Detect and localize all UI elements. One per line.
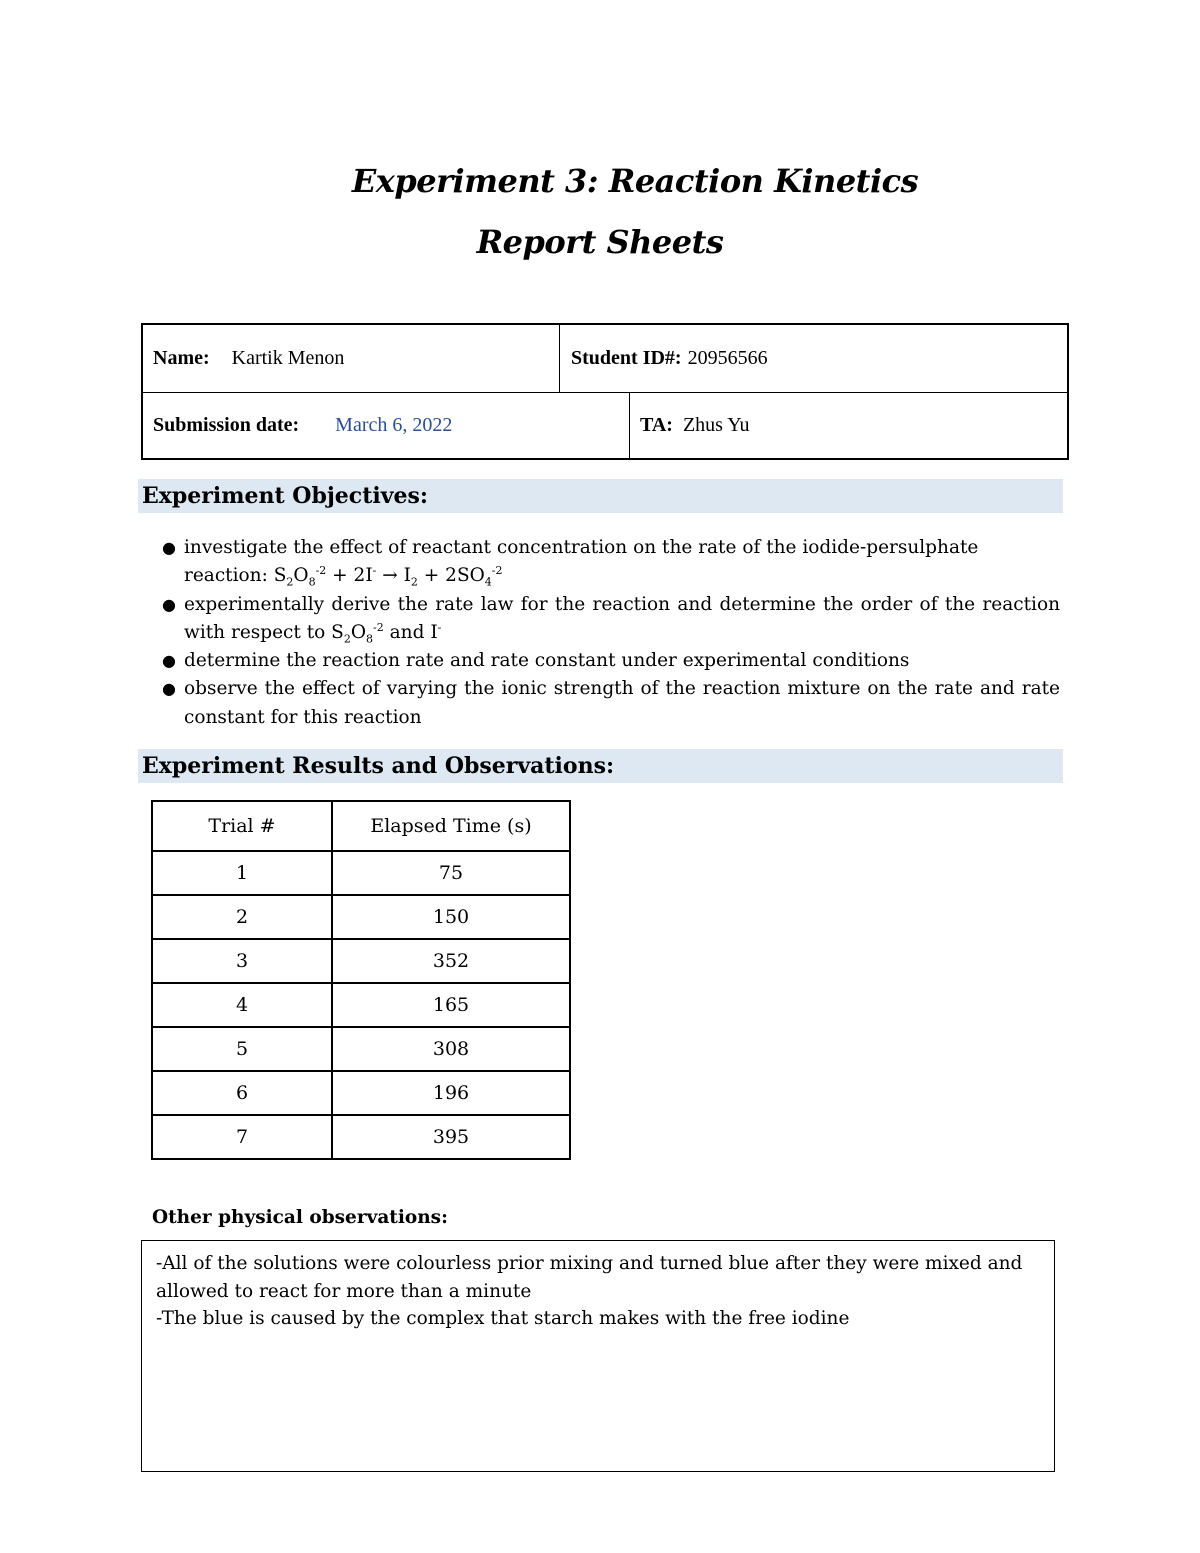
trial-cell: 2 <box>152 895 332 939</box>
other-observations-label: Other physical observations: <box>152 1207 448 1228</box>
objective-text-1: investigate the effect of reactant concentration on the rate of the iodide-persulphate <box>184 537 979 558</box>
elapsed-time-header: Elapsed Time (s) <box>332 801 570 851</box>
objective-text-4: observe the effect of varying the ionic strength of the reaction mixture on the rate and rate constant for this reaction <box>184 678 1060 728</box>
objective-item <box>160 647 1060 675</box>
student-info-table <box>141 323 1069 460</box>
submission-cell <box>143 392 630 459</box>
trial-table <box>151 800 571 1160</box>
objective-text-2: experimentally derive the rate law for the reaction and determine the order of the reaction with respect to $S_2O_8^{-2}$ and I- <box>184 593 1060 646</box>
objectives-list <box>160 534 1060 732</box>
bullet-icon: ● <box>162 679 176 699</box>
trial-cell: 3 <box>152 939 332 983</box>
ta-label: TA: <box>640 414 673 436</box>
name-value: Kartik Menon <box>231 347 345 369</box>
trial-cell: 5 <box>152 1027 332 1071</box>
submission-value: March 6, 2022 <box>335 414 453 436</box>
table-row <box>152 1115 570 1159</box>
bullet-icon: ● <box>162 651 176 671</box>
time-cell: 308 <box>332 1027 570 1071</box>
submission-label: Submission date: <box>153 414 300 436</box>
objective-item <box>160 591 1060 648</box>
table-header-row <box>152 801 570 851</box>
observation-line: -All of the solutions were colourless prior mixing and turned blue after they were mixed and allowed to react for more than a minute <box>156 1253 1023 1302</box>
time-cell: 395 <box>332 1115 570 1159</box>
table-row <box>152 895 570 939</box>
objective-text-3: determine the reaction rate and rate constant under experimental conditions <box>184 650 910 672</box>
objective-equation: reaction: $S_2O_8^{-2} + 2I^- \to I_2 + 2SO_4^{-2}$ <box>184 564 503 589</box>
trial-cell: 4 <box>152 983 332 1027</box>
ta-cell <box>630 392 1066 459</box>
table-row <box>152 939 570 983</box>
table-row <box>152 983 570 1027</box>
time-cell: 196 <box>332 1071 570 1115</box>
info-row-1 <box>143 325 1067 393</box>
student-id-value: 20956566 <box>687 347 768 369</box>
table-row <box>152 851 570 895</box>
trial-cell: 7 <box>152 1115 332 1159</box>
objective-item <box>160 675 1060 732</box>
bullet-icon: ● <box>162 538 176 557</box>
name-cell <box>143 325 560 392</box>
trial-header: Trial # <box>152 801 332 851</box>
objectives-heading: Experiment Objectives: <box>138 479 1063 513</box>
bullet-icon: ● <box>162 594 176 614</box>
time-cell: 165 <box>332 983 570 1027</box>
observation-line: -The blue is caused by the complex that starch makes with the free iodine <box>156 1308 850 1329</box>
objective-item <box>160 534 1060 591</box>
student-id-cell <box>560 325 1066 392</box>
table-row <box>152 1071 570 1115</box>
info-row-2 <box>143 392 1067 459</box>
trial-cell: 1 <box>152 851 332 895</box>
time-cell: 75 <box>332 851 570 895</box>
observations-box[interactable] <box>141 1240 1055 1472</box>
name-label: Name: <box>153 347 210 369</box>
document-subtitle: Report Sheets <box>476 223 724 261</box>
ta-value: Zhus Yu <box>682 414 750 436</box>
document-title: Experiment 3: Reaction Kinetics <box>351 162 919 200</box>
results-heading: Experiment Results and Observations: <box>138 749 1063 783</box>
trial-cell: 6 <box>152 1071 332 1115</box>
student-id-label: Student ID#: <box>571 347 682 369</box>
time-cell: 352 <box>332 939 570 983</box>
table-row <box>152 1027 570 1071</box>
time-cell: 150 <box>332 895 570 939</box>
